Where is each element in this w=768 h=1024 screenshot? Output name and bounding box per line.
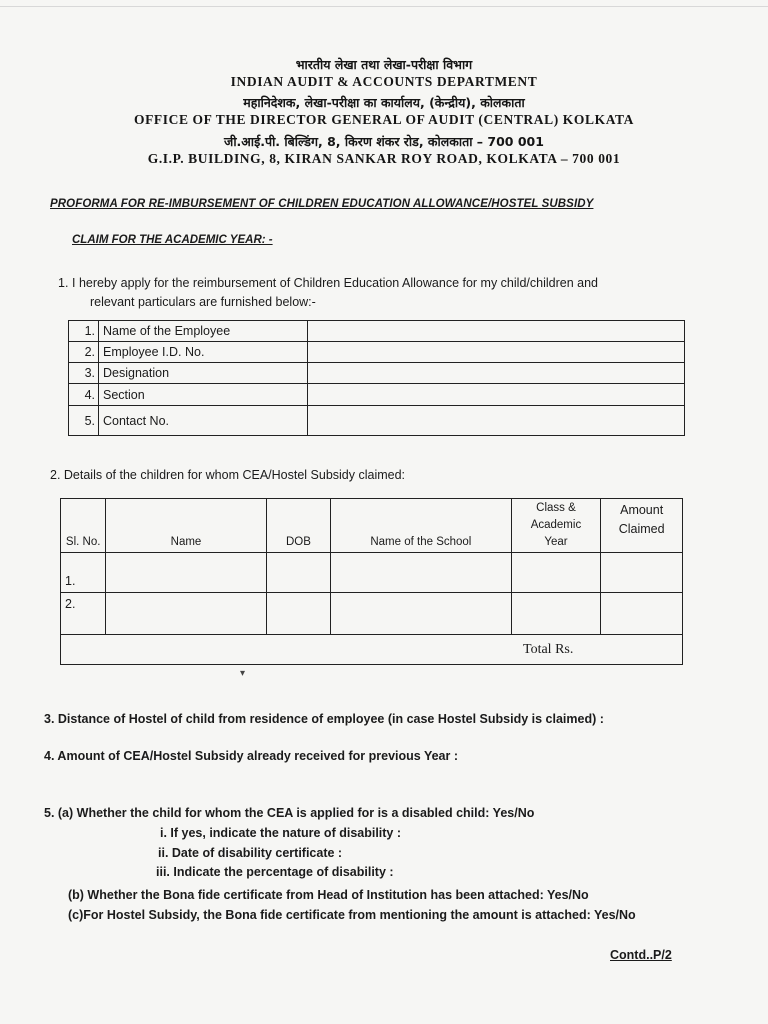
employee-row-label: Contact No. bbox=[99, 406, 308, 436]
employee-row-label: Employee I.D. No. bbox=[99, 342, 308, 363]
employee-row-value[interactable] bbox=[308, 384, 685, 406]
item1-text-line2: relevant particulars are furnished below:- bbox=[90, 295, 316, 309]
child-name-cell[interactable] bbox=[106, 593, 266, 635]
total-label: Total Rs. bbox=[61, 635, 683, 665]
header-dob: DOB bbox=[266, 499, 331, 553]
employee-row bbox=[69, 363, 685, 384]
child-class-cell[interactable] bbox=[511, 553, 601, 593]
department-heading: INDIAN AUDIT & ACCOUNTS DEPARTMENT bbox=[230, 74, 538, 89]
child-dob-cell[interactable] bbox=[266, 553, 331, 593]
employee-row bbox=[69, 406, 685, 436]
header-name: Name bbox=[106, 499, 266, 553]
header-school: Name of the School bbox=[331, 499, 511, 553]
child-row-slno: 1. bbox=[61, 553, 106, 593]
child-row bbox=[61, 553, 683, 593]
item4-text: 4. Amount of CEA/Hostel Subsidy already received for previous Year : bbox=[44, 749, 459, 763]
item5-iii-text: iii. Indicate the percentage of disability : bbox=[156, 865, 394, 879]
item5-i-text: i. If yes, indicate the nature of disability : bbox=[160, 826, 402, 840]
employee-row bbox=[69, 342, 685, 363]
header-class-line2: Academic bbox=[530, 519, 582, 531]
continued-label: Contd..P/2 bbox=[610, 948, 672, 962]
children-details-table bbox=[60, 498, 683, 665]
child-row bbox=[61, 593, 683, 635]
header-class-year bbox=[511, 499, 601, 553]
employee-details-table bbox=[68, 320, 685, 436]
child-name-cell[interactable] bbox=[106, 553, 266, 593]
header-class-line3: Year bbox=[544, 536, 568, 548]
employee-row-value[interactable] bbox=[308, 363, 685, 384]
child-amount-cell[interactable] bbox=[601, 593, 683, 635]
employee-row-value[interactable] bbox=[308, 406, 685, 436]
child-amount-cell[interactable] bbox=[601, 553, 683, 593]
header-amount-line2: Claimed bbox=[618, 522, 665, 536]
item5-ii-text: ii. Date of disability certificate : bbox=[158, 846, 343, 860]
child-class-cell[interactable] bbox=[511, 593, 601, 635]
item5b-text: (b) Whether the Bona fide certificate from Head of Institution has been attached: Yes/No bbox=[68, 888, 589, 902]
employee-row-number: 1. bbox=[69, 321, 99, 342]
employee-row-label: Section bbox=[99, 384, 308, 406]
employee-row bbox=[69, 321, 685, 342]
address-heading: G.I.P. BUILDING, 8, KIRAN SANKAR ROY ROAD, KOLKATA – 700 001 bbox=[147, 151, 621, 166]
item3-text: 3. Distance of Hostel of child from residence of employee (in case Hostel Subsidy is claimed) : bbox=[44, 712, 604, 726]
children-header-row bbox=[61, 499, 683, 553]
total-row bbox=[61, 635, 683, 665]
employee-row-value[interactable] bbox=[308, 342, 685, 363]
child-row-slno: 2. bbox=[61, 593, 106, 635]
item1-number: 1. bbox=[58, 276, 69, 290]
header-slno: Sl. No. bbox=[61, 499, 106, 553]
hindi-address-heading: जी.आई.पी. बिल्डिंग, 8, किरण शंकर रोड, कोलकाता – 700 001 bbox=[224, 134, 544, 149]
hindi-department-heading: भारतीय लेखा तथा लेखा-परीक्षा विभाग bbox=[295, 57, 473, 72]
stray-mark: ▾ bbox=[240, 668, 246, 679]
office-heading: OFFICE OF THE DIRECTOR GENERAL OF AUDIT (CENTRAL) KOLKATA bbox=[133, 112, 634, 127]
header-class-line1: Class & bbox=[536, 502, 576, 514]
employee-row-label: Name of the Employee bbox=[99, 321, 308, 342]
employee-row-number: 2. bbox=[69, 342, 99, 363]
hindi-office-heading: महानिदेशक, लेखा-परीक्षा का कार्यालय, (केन्द्रीय), कोलकाता bbox=[243, 95, 525, 110]
employee-row-number: 4. bbox=[69, 384, 99, 406]
employee-row-number: 5. bbox=[69, 406, 99, 436]
employee-row-label: Designation bbox=[99, 363, 308, 384]
header-amount-line1: Amount bbox=[620, 503, 664, 517]
header-amount bbox=[601, 499, 683, 553]
employee-row bbox=[69, 384, 685, 406]
academic-year-label: CLAIM FOR THE ACADEMIC YEAR: - bbox=[72, 234, 273, 246]
page-top-edge bbox=[0, 6, 768, 7]
child-school-cell[interactable] bbox=[331, 593, 511, 635]
item5a-text: 5. (a) Whether the child for whom the CEA is applied for is a disabled child: Yes/No bbox=[44, 806, 535, 820]
item2-text: 2. Details of the children for whom CEA/Hostel Subsidy claimed: bbox=[50, 468, 406, 482]
child-school-cell[interactable] bbox=[331, 553, 511, 593]
employee-row-number: 3. bbox=[69, 363, 99, 384]
employee-row-value[interactable] bbox=[308, 321, 685, 342]
item5c-text: (c)For Hostel Subsidy, the Bona fide certificate from mentioning the amount is attached: Yes/No bbox=[68, 908, 636, 922]
item1-text-line1: I hereby apply for the reimbursement of Children Education Allowance for my child/children and bbox=[72, 276, 598, 290]
form-title: PROFORMA FOR RE-IMBURSEMENT OF CHILDREN EDUCATION ALLOWANCE/HOSTEL SUBSIDY bbox=[50, 198, 594, 210]
child-dob-cell[interactable] bbox=[266, 593, 331, 635]
